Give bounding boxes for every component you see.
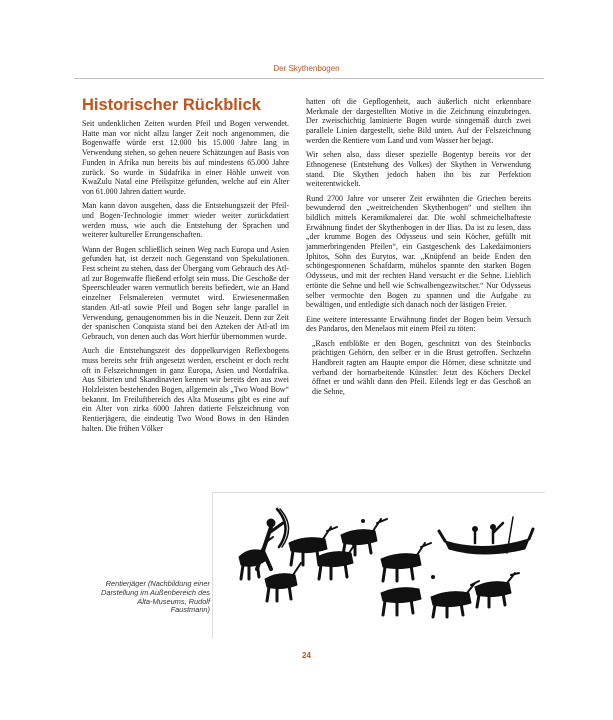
paragraph: Auch die Entstehungszeit des doppelkurvigen Reflexbogens muss bereits sehr früh angesetzt werden, erscheint er doch recht oft in Felszeichnungen in ganz Europa, Asien und Nordafrika. Aus Sibirien und Skandinavien kennen wir bereits den aus zwei Holzleisten bestehenden Bogen, allgemein als „Two Wood Bow“ bekannt. Im Freiluftbereich des Alta Museums gibt es eine auf ein Alter von zirka 6000 Jahren datierte Felszeichnung von Rentierjägern, die eindeutig Two Wood Bows in den Händen halten. Die frühen Völker: [82, 346, 289, 433]
paragraph: hatten oft die Gepflogenheit, auch äußerlich nicht erkennbare Merkmale der dargestellten Motive in die Zeichnung einzubringen. Der zweischichtig laminierte Bogen wurde sinngemäß durch zwei parallele Linien dargestellt, siehe Bild unten. Auf der Felszeichnung werden die Rentiere vom Land und vom Wasser her bejagt.: [306, 97, 531, 145]
paragraph: Man kann davon ausgehen, dass die Entstehungszeit der Pfeil- und Bogen-Technologie immer wieder weiter zurückdatiert werden muss, wie auch die Entstehung der Sprachen und weiterer kultureller Errungenschaften.: [82, 201, 289, 240]
reindeer-figure: [381, 588, 421, 615]
paragraph: Eine weitere interessante Erwähnung findet der Bogen beim Versuch des Pandaros, den Menelaos mit einem Pfeil zu töten:: [306, 314, 531, 334]
text-column-left: [82, 119, 289, 438]
page-number: 24: [302, 651, 311, 660]
text-column-right: [306, 97, 531, 401]
reindeer-hunters-illustration: [213, 493, 545, 638]
paragraph: Rund 2700 Jahre vor unserer Zeit erwähnten die Griechen bereits bewundernd den „weitreichenden Skythenbogen“ und stellten ihn bildlich mittels Keramikmalerei dar. Die wohl schmeichelhafteste Erwähnung findet der Skythenbogen in der Ilias. Da ist zu lesen, dass „der krumme Bogen des Odysseus und sein Köcher, gefüllt mit jammerbringenden Pfeilen“, ein Gastgeschenk des Lakedaimoniers Iphitos, Sohn des Eurytos, war. „Knüpfend an beide Enden den schöngesponnenen Schafdarm, mühelos spannte den starken Bogen Odysseus, und mit der rechten Hand versucht er die Sehne. Lieblich ertönte die Sehne und hell wie Schwalbengezwitscher.“ Nur Odysseus selber vermochte den Bogen zu spannen und die Aufgabe zu bewältigen, und entledigte sich danach noch der lästigen Freier.: [306, 193, 531, 310]
reindeer-figure: [431, 581, 479, 617]
quote-paragraph: „Rasch entblößte er den Bogen, geschnitzt von des Steinbocks prächtigen Gehörn, den selber er in die Brust getroffen. Sechzehn Handbreit ragten am Haupte empor die Hörner, diese schnitzte und verband der hornarbeitende Künstler. Jetzt des Köchers Deckel öffnet er und wählt dann den Pfeil. Eilends legt er das Geschoß an die Sehne,: [312, 338, 531, 397]
reindeer-figure: [475, 573, 519, 607]
reindeer-figure: [381, 543, 431, 581]
running-head: Der Skythenbogen: [273, 64, 340, 73]
header-rule: [74, 78, 544, 79]
paragraph: Seit undenklichen Zeiten wurden Pfeil und Bogen verwendet. Hatte man vor nicht allzu langer Zeit noch angenommen, die Bogenwaffe würde erst 12.000 bis 15.000 Jahre lang in Verwendung stehen, so gehen neuere Schätzungen auf Basis von Funden in Afrika nun bereits bis auf mindestens 65.000 Jahre zurück. So wurde in Südafrika in einer Höhle unweit von KwaZulu Natal eine Pfeilspitze gefunden, welche auf ein Alter von 61.000 Jahren datiert wurde.: [82, 119, 289, 196]
figure-caption: Rentierjäger (Nachbildung einer Darstellung im Außenbereich des Alta-Museums, Rudolf Faustmann): [101, 579, 210, 615]
section-heading: Historischer Rückblick: [82, 96, 261, 114]
reindeer-figure: [341, 519, 387, 555]
paragraph: Wir sehen also, dass dieser spezielle Bogentyp bereits vor der Ethnogenese (Entstehung des Volkes) der Skythen in Verwendung stand. Die Skythen jedoch haben ihn bis zur Perfektion weiterentwickelt.: [306, 150, 531, 189]
paragraph: Wann der Bogen schließlich seinen Weg nach Europa und Asien gefunden hat, ist derzeit noch Gegenstand von Spekulationen. Fest scheint zu stehen, dass der Übergang vom Gebrauch des Atl-atl zur Bogenwaffe fließend erfolgt sein muss. Die Geschoße der Speerschleuder waren vermutlich bereits befiedert, wie an Hand einzelner Felsmalereien vermutet wird. Erwiesenermaßen standen Atl-atl sowie Pfeil und Bogen sehr lange parallel in Verwendung, genaugenommen bis in die Neuzeit. Denn zur Zeit der spanischen Conquista stand bei den Azteken der Atl-atl im Gebrauch, von denen auch das Wort hierfür übernommen wurde.: [82, 244, 289, 341]
rock-art-figure: [212, 492, 545, 638]
boat-figure: [439, 517, 533, 554]
